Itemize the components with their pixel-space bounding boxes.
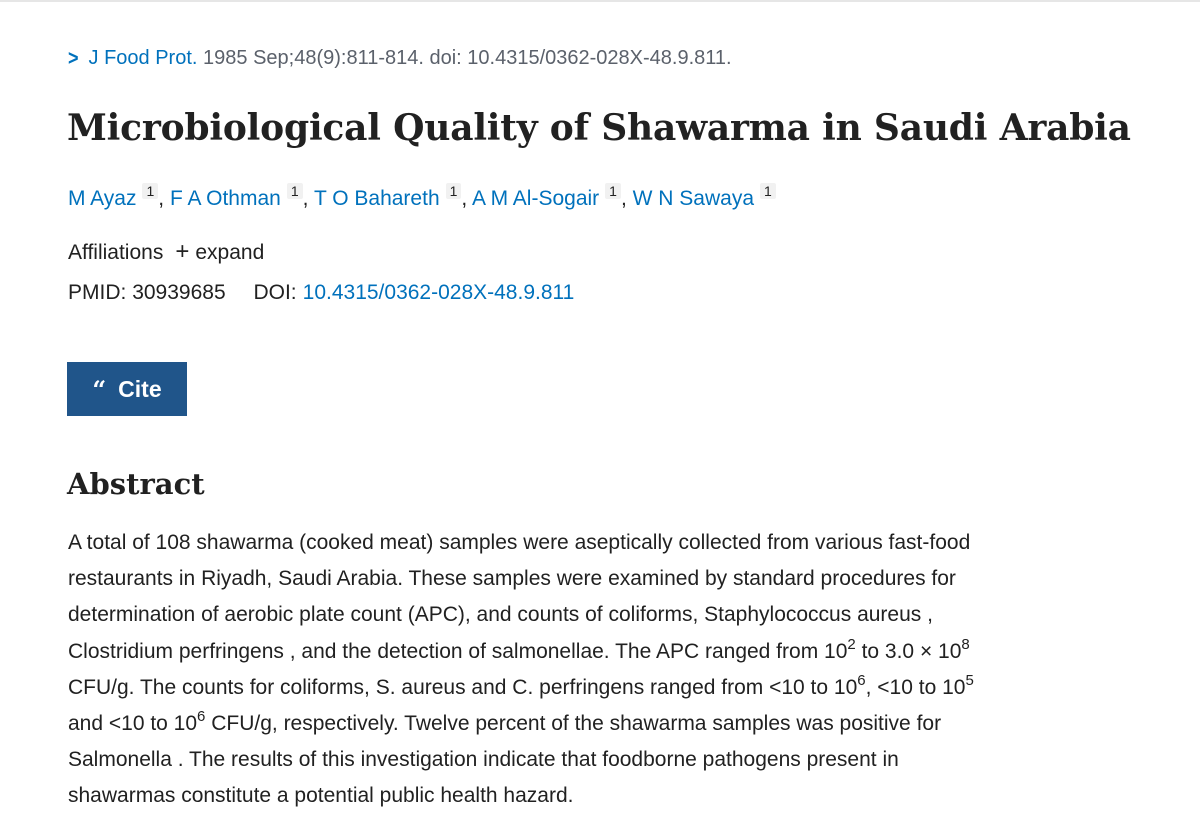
abstract-line: Clostridium perfringens , and the detection of salmonellae. The APC ranged from $10^2$ to $3.0 \times 10^8$ bbox=[68, 635, 970, 663]
affiliation-marker[interactable]: 1 bbox=[287, 183, 303, 199]
quote-icon: “ bbox=[92, 374, 107, 404]
author-list: M Ayaz 1 , F A Othman 1 , T O Bahareth 1 , A M Al-Sogair 1 , W N Sawaya 1 bbox=[68, 183, 776, 214]
expand-label: expand bbox=[195, 241, 265, 264]
journal-link[interactable]: J Food Prot. bbox=[88, 47, 198, 69]
abstract-line: determination of aerobic plate count (APC), and counts of coliforms, Staphylococcus aureus , bbox=[68, 603, 933, 627]
abstract-line: shawarmas constitute a potential public health hazard. bbox=[68, 784, 574, 808]
affiliations-toggle[interactable] bbox=[68, 237, 264, 268]
author-link[interactable]: W N Sawaya bbox=[632, 187, 755, 210]
top-divider bbox=[0, 0, 1200, 2]
author-link[interactable]: M Ayaz bbox=[68, 187, 137, 210]
abstract-line: and <10 to $10^6$ CFU/g, respectively. Twelve percent of the shawarma samples was positive for bbox=[68, 708, 942, 736]
affiliation-marker[interactable]: 1 bbox=[446, 183, 462, 199]
author-link[interactable]: T O Bahareth bbox=[313, 187, 440, 210]
pmid-value: 30939685 bbox=[132, 281, 226, 304]
doi-label: DOI: bbox=[253, 281, 297, 304]
affiliation-marker[interactable]: 1 bbox=[605, 183, 621, 199]
page-title: Microbiological Quality of Shawarma in Saudi Arabia bbox=[67, 107, 1131, 149]
abstract-heading: Abstract bbox=[67, 467, 205, 501]
cite-button-label: Cite bbox=[118, 375, 162, 402]
abstract-line: restaurants in Riyadh, Saudi Arabia. These samples were examined by standard procedures for bbox=[68, 567, 956, 591]
affiliations-label: Affiliations bbox=[68, 241, 164, 264]
citation-line bbox=[68, 44, 732, 72]
affiliation-marker[interactable]: 1 bbox=[760, 183, 776, 199]
abstract-text bbox=[68, 525, 1148, 815]
affiliation-marker[interactable]: 1 bbox=[142, 183, 158, 199]
pmid-label: PMID: bbox=[68, 281, 127, 304]
chevron-right-icon[interactable]: > bbox=[68, 46, 79, 70]
author-link[interactable]: F A Othman bbox=[169, 187, 281, 210]
author-link[interactable]: A M Al-Sogair bbox=[471, 187, 600, 210]
abstract-line: CFU/g. The counts for coliforms, S. aureus and C. perfringens ranged from <10 to $10^6$, <10 to $10^5$ bbox=[68, 671, 974, 699]
abstract-line: A total of 108 shawarma (cooked meat) samples were aseptically collected from various fast-food bbox=[68, 531, 971, 554]
citation-details: 1985 Sep;48(9):811-814. doi: 10.4315/0362-028X-48.9.811. bbox=[203, 47, 732, 69]
identifiers bbox=[68, 278, 574, 308]
doi-link[interactable]: 10.4315/0362-028X-48.9.811 bbox=[302, 281, 575, 304]
plus-icon: + bbox=[175, 238, 190, 265]
abstract-line: Salmonella . The results of this investigation indicate that foodborne pathogens present in bbox=[68, 748, 899, 772]
cite-button[interactable] bbox=[67, 362, 187, 416]
